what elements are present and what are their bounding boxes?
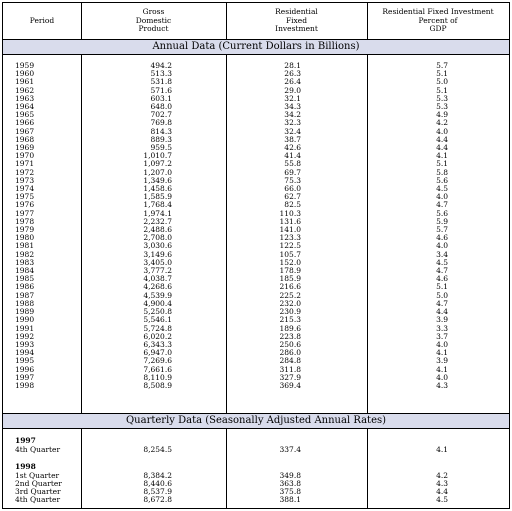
annual-year-cell: 1962 (15, 85, 35, 95)
annual-rfi-cell: 41.4 (284, 151, 301, 161)
annual-pct-cell: 5.0 (436, 290, 448, 300)
annual-year-cell: 1959 (15, 61, 35, 70)
annual-rfi-cell: 62.7 (284, 192, 301, 202)
annual-gdp-cell: 1,207.0 (143, 167, 172, 177)
annual-year-cell: 1971 (15, 159, 35, 169)
annual-rfi-cell: 123.3 (279, 233, 301, 243)
annual-year-cell: 1974 (15, 184, 35, 194)
annual-gdp-cell: 1,458.6 (143, 184, 172, 194)
annual-section-title: Annual Data (Current Dollars in Billions) (3, 39, 509, 55)
annual-pct-cell: 4.6 (436, 233, 448, 243)
quarterly-pct-cell: 4.5 (436, 495, 448, 505)
annual-rfi-cell: 215.3 (279, 315, 301, 325)
annual-rfi-cell: 286.0 (279, 348, 301, 358)
annual-gdp-cell: 1,097.2 (143, 159, 172, 169)
annual-rfi-cell: 34.3 (284, 102, 301, 112)
annual-gdp-cell: 648.0 (150, 102, 172, 112)
quarterly-rfi-cell: 388.1 (279, 495, 301, 505)
annual-year-cell: 1969 (15, 143, 35, 153)
annual-year-cell: 1985 (15, 274, 35, 284)
annual-gdp-cell: 5,250.8 (143, 307, 172, 317)
annual-pct-cell: 4.0 (436, 192, 448, 202)
annual-gdp-cell: 6,020.2 (143, 331, 172, 341)
annual-pct-cell: 4.7 (436, 266, 448, 276)
annual-gdp-cell: 5,724.8 (143, 323, 172, 333)
annual-pct-cell: 5.3 (436, 93, 448, 103)
annual-gdp-cell: 1,010.7 (143, 151, 172, 161)
quarterly-period-cell: 4th Quarter (15, 444, 61, 454)
annual-rfi-cell: 32.1 (284, 93, 301, 103)
annual-pct-cell: 4.7 (436, 298, 448, 308)
annual-year-cell: 1968 (15, 134, 35, 144)
annual-rfi-cell: 38.7 (284, 134, 301, 144)
annual-pct-cell: 4.5 (436, 184, 448, 194)
annual-pct-cell: 5.8 (436, 167, 448, 177)
annual-gdp-cell: 1,974.1 (143, 208, 172, 218)
annual-pct-cell: 4.2 (436, 118, 448, 128)
annual-rfi-cell: 26.4 (284, 77, 301, 87)
annual-rfi-cell: 110.3 (279, 208, 301, 218)
annual-year-cell: 1975 (15, 192, 35, 202)
annual-gdp-cell: 814.3 (150, 126, 172, 136)
annual-year-cell: 1978 (15, 216, 35, 226)
annual-year-cell: 1990 (15, 315, 35, 325)
annual-rfi-cell: 34.2 (284, 110, 301, 120)
annual-rfi-cell: 250.6 (279, 339, 301, 349)
annual-rfi-cell: 28.1 (284, 61, 301, 70)
annual-gdp-cell: 2,232.7 (143, 216, 172, 226)
annual-year-cell: 1981 (15, 241, 35, 251)
annual-gdp-cell: 4,900.4 (143, 298, 172, 308)
annual-rfi-cell: 55.8 (284, 159, 301, 169)
quarterly-gdp-cell: 8,254.5 (143, 444, 172, 454)
annual-pct-cell: 3.9 (436, 356, 448, 366)
annual-year-cell: 1973 (15, 175, 35, 185)
annual-pct-cell: 4.0 (436, 126, 448, 136)
annual-year-cell: 1994 (15, 348, 35, 358)
annual-year-cell: 1986 (15, 282, 35, 292)
annual-pct-cell: 4.4 (436, 134, 448, 144)
header-rfi: Residential Fixed Investment (275, 7, 318, 34)
header-pct: Residential Fixed Investment Percent of GDP (382, 7, 494, 34)
annual-pct-cell: 4.1 (436, 364, 448, 374)
annual-gdp-cell: 3,149.6 (143, 249, 172, 259)
divider (81, 55, 82, 413)
annual-rfi-cell: 105.7 (279, 249, 301, 259)
annual-year-cell: 1961 (15, 77, 35, 87)
annual-year-cell: 1979 (15, 225, 35, 235)
annual-gdp-cell: 2,708.0 (143, 233, 172, 243)
divider (367, 55, 368, 413)
annual-gdp-cell: 494.2 (150, 61, 172, 70)
annual-pct-cell: 5.7 (436, 61, 448, 70)
annual-gdp-cell: 1,585.9 (143, 192, 172, 202)
annual-year-cell: 1966 (15, 118, 35, 128)
annual-pct-cell: 5.1 (436, 85, 448, 95)
annual-year-cell: 1998 (15, 380, 35, 390)
annual-year-cell: 1997 (15, 372, 35, 382)
annual-pct-cell: 4.9 (436, 110, 448, 120)
annual-gdp-cell: 4,268.6 (143, 282, 172, 292)
annual-pct-values (408, 62, 448, 390)
quarterly-pct-cell: 4.2 (436, 470, 448, 480)
divider (81, 3, 82, 39)
annual-year-cell: 1960 (15, 69, 35, 79)
annual-pct-cell: 4.7 (436, 200, 448, 210)
quarterly-gdp-cell: 8,384.2 (143, 470, 172, 480)
annual-pct-cell: 5.1 (436, 159, 448, 169)
annual-rfi-cell: 178.9 (279, 266, 301, 276)
annual-gdp-cell: 4,539.9 (143, 290, 172, 300)
annual-pct-cell: 4.1 (436, 348, 448, 358)
quarterly-year-1998: 1998 (15, 462, 36, 471)
annual-rfi-cell: 223.8 (279, 331, 301, 341)
quarterly-section-title: Quarterly Data (Seasonally Adjusted Annual Rates) (3, 413, 509, 429)
table-header (3, 3, 509, 40)
annual-year-cell: 1989 (15, 307, 35, 317)
divider (367, 3, 368, 39)
annual-rfi-values (251, 62, 301, 390)
annual-rfi-cell: 327.9 (279, 372, 301, 382)
annual-pct-cell: 4.4 (436, 143, 448, 153)
annual-pct-cell: 3.7 (436, 331, 448, 341)
divider (226, 55, 227, 413)
annual-rfi-cell: 225.2 (279, 290, 301, 300)
annual-gdp-cell: 513.3 (150, 69, 172, 79)
annual-gdp-cell: 959.5 (150, 143, 172, 153)
annual-year-cell: 1991 (15, 323, 35, 333)
annual-gdp-cell: 7,661.6 (143, 364, 172, 374)
quarterly-pct-cell: 4.4 (436, 486, 448, 496)
annual-pct-cell: 4.3 (436, 380, 448, 390)
annual-gdp-cell: 702.7 (150, 110, 172, 120)
annual-rfi-cell: 42.6 (284, 143, 301, 153)
annual-year-cell: 1982 (15, 249, 35, 259)
annual-pct-cell: 5.7 (436, 225, 448, 235)
annual-pct-cell: 4.6 (436, 274, 448, 284)
annual-pct-cell: 4.5 (436, 257, 448, 267)
annual-pct-cell: 5.6 (436, 175, 448, 185)
annual-gdp-cell: 7,269.6 (143, 356, 172, 366)
annual-gdp-cell: 4,038.7 (143, 274, 172, 284)
annual-gdp-cell: 769.8 (150, 118, 172, 128)
quarterly-period-cell: 2nd Quarter (15, 478, 62, 488)
annual-rfi-cell: 185.9 (279, 274, 301, 284)
annual-gdp-cell: 3,777.2 (143, 266, 172, 276)
annual-rfi-cell: 232.0 (279, 298, 301, 308)
header-gdp: Gross Domestic Product (135, 7, 172, 34)
divider (226, 3, 227, 39)
annual-year-cell: 1976 (15, 200, 35, 210)
annual-rfi-cell: 26.3 (284, 69, 301, 79)
annual-year-cell: 1964 (15, 102, 35, 112)
annual-year-cell: 1963 (15, 93, 35, 103)
divider (226, 429, 227, 508)
quarterly-gdp-cell: 8,672.8 (143, 495, 172, 505)
annual-rfi-cell: 69.7 (284, 167, 301, 177)
annual-pct-cell: 3.9 (436, 315, 448, 325)
annual-pct-cell: 5.1 (436, 282, 448, 292)
annual-rfi-cell: 369.4 (279, 380, 301, 390)
annual-gdp-cell: 1,768.4 (143, 200, 172, 210)
annual-gdp-cell: 889.3 (150, 134, 172, 144)
annual-pct-cell: 3.3 (436, 323, 448, 333)
annual-year-cell: 1965 (15, 110, 35, 120)
annual-pct-cell: 4.0 (436, 339, 448, 349)
divider (367, 429, 368, 508)
annual-year-cell: 1992 (15, 331, 35, 341)
quarterly-pct-cell: 4.3 (436, 478, 448, 488)
annual-year-cell: 1983 (15, 257, 35, 267)
annual-gdp-cell: 6,343.3 (143, 339, 172, 349)
quarterly-gdp-cell: 8,537.9 (143, 486, 172, 496)
annual-rfi-cell: 29.0 (284, 85, 301, 95)
annual-years (15, 62, 105, 390)
annual-gdp-cell: 571.6 (150, 85, 172, 95)
annual-rfi-cell: 122.5 (279, 241, 301, 251)
annual-year-cell: 1993 (15, 339, 35, 349)
annual-gdp-cell: 1,349.6 (143, 175, 172, 185)
annual-pct-cell: 4.1 (436, 151, 448, 161)
annual-rfi-cell: 131.6 (279, 216, 301, 226)
annual-year-cell: 1980 (15, 233, 35, 243)
quarterly-period-cell: 1st Quarter (15, 470, 60, 480)
annual-rfi-cell: 284.8 (279, 356, 301, 366)
annual-year-cell: 1972 (15, 167, 35, 177)
annual-year-cell: 1987 (15, 290, 35, 300)
annual-year-cell: 1984 (15, 266, 35, 276)
annual-rfi-cell: 82.5 (284, 200, 301, 210)
annual-pct-cell: 5.6 (436, 208, 448, 218)
quarterly-gdp-cell: 8,440.6 (143, 478, 172, 488)
annual-gdp-cell: 6,947.0 (143, 348, 172, 358)
annual-gdp-values (112, 62, 172, 390)
quarterly-rfi-cell: 363.8 (279, 478, 301, 488)
annual-rfi-cell: 152.0 (279, 257, 301, 267)
annual-gdp-cell: 3,405.0 (143, 257, 172, 267)
annual-gdp-cell: 2,488.6 (143, 225, 172, 235)
quarterly-pct-cell: 4.1 (436, 444, 448, 454)
annual-rfi-cell: 66.0 (284, 184, 301, 194)
data-table (2, 2, 510, 509)
annual-pct-cell: 5.3 (436, 102, 448, 112)
annual-year-cell: 1996 (15, 364, 35, 374)
annual-pct-cell: 4.0 (436, 372, 448, 382)
annual-gdp-cell: 8,110.9 (143, 372, 172, 382)
header-period: Period (29, 15, 55, 25)
quarterly-rfi-cell: 349.8 (279, 470, 301, 480)
quarterly-period-cell: 3rd Quarter (15, 486, 61, 496)
annual-gdp-cell: 8,508.9 (143, 380, 172, 390)
annual-gdp-cell: 531.8 (150, 77, 172, 87)
annual-year-cell: 1995 (15, 356, 35, 366)
annual-rfi-cell: 32.4 (284, 126, 301, 136)
annual-rfi-cell: 141.0 (279, 225, 301, 235)
annual-rfi-cell: 216.6 (279, 282, 301, 292)
annual-gdp-cell: 5,546.1 (143, 315, 172, 325)
annual-rfi-cell: 32.3 (284, 118, 301, 128)
annual-year-cell: 1967 (15, 126, 35, 136)
annual-pct-cell: 5.0 (436, 77, 448, 87)
quarterly-rfi-cell: 375.8 (279, 486, 301, 496)
annual-rfi-cell: 311.8 (279, 364, 301, 374)
annual-pct-cell: 4.0 (436, 241, 448, 251)
annual-year-cell: 1988 (15, 298, 35, 308)
quarterly-rfi-cell: 337.4 (279, 444, 301, 454)
annual-year-cell: 1970 (15, 151, 35, 161)
annual-pct-cell: 4.4 (436, 307, 448, 317)
annual-pct-cell: 5.1 (436, 69, 448, 79)
annual-rfi-cell: 75.3 (284, 175, 301, 185)
quarterly-period-cell: 4th Quarter (15, 495, 61, 505)
annual-gdp-cell: 603.1 (150, 93, 172, 103)
annual-gdp-cell: 3,030.6 (143, 241, 172, 251)
divider (81, 429, 82, 508)
annual-pct-cell: 5.9 (436, 216, 448, 226)
annual-rfi-cell: 230.9 (279, 307, 301, 317)
annual-pct-cell: 3.4 (436, 249, 448, 259)
annual-year-cell: 1977 (15, 208, 35, 218)
annual-rfi-cell: 189.6 (279, 323, 301, 333)
quarterly-year-1997: 1997 (15, 436, 36, 445)
